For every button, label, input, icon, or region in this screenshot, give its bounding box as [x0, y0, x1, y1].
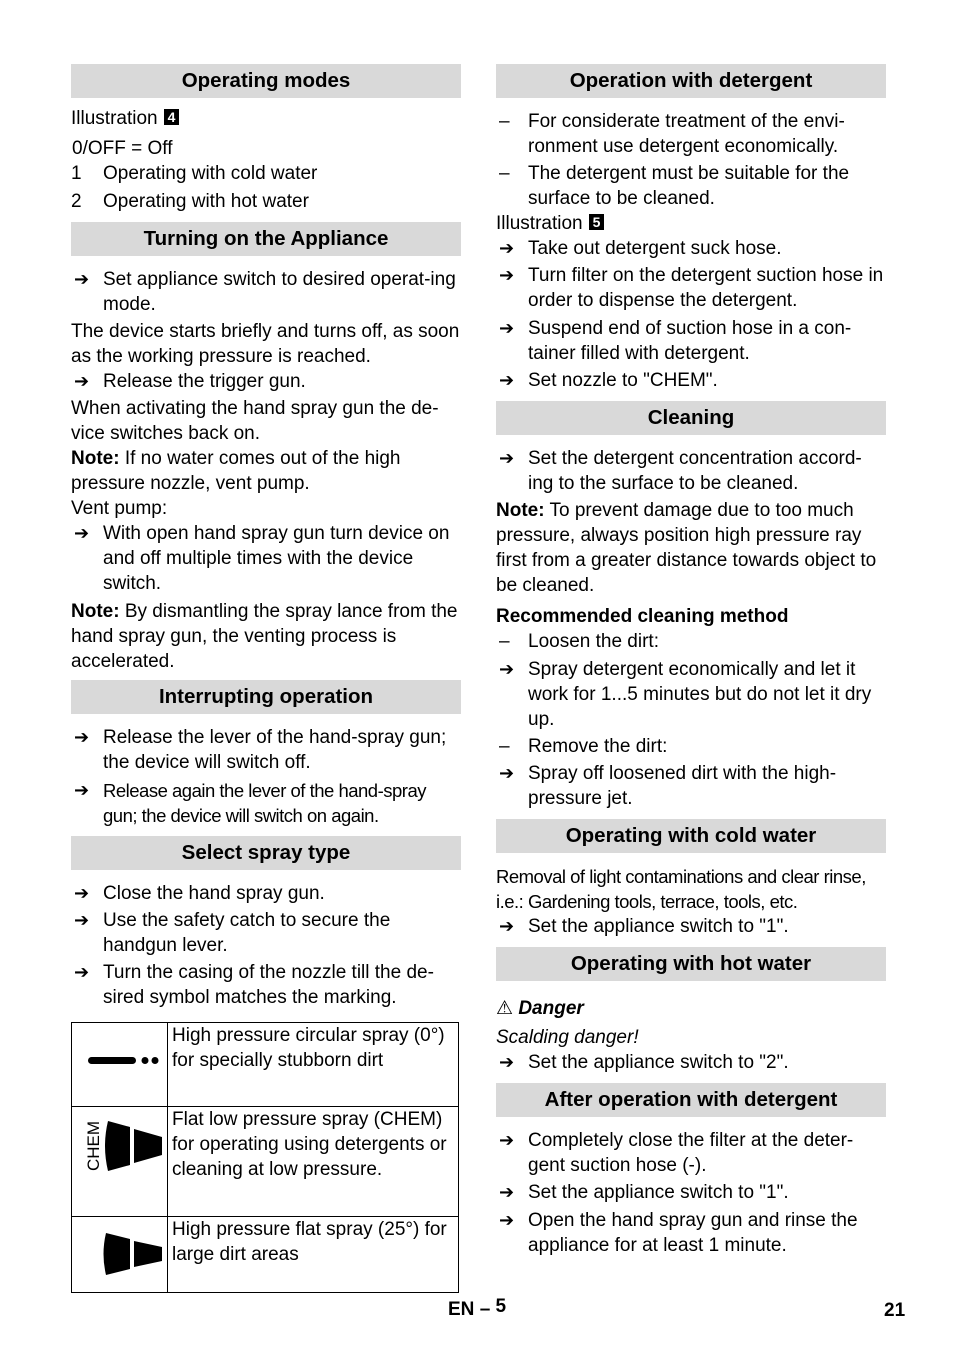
- arrow-icon: ➔: [74, 883, 90, 903]
- section-heading-select-spray: Select spray type: [71, 836, 461, 870]
- vent-pump-label: Vent pump:: [71, 498, 168, 519]
- illustration-ref: [496, 211, 886, 236]
- instruction-step: [496, 657, 886, 732]
- dash-item: [496, 629, 886, 654]
- arrow-icon: ➔: [499, 916, 515, 936]
- step-text: Close the hand spray gun.: [103, 883, 325, 904]
- instruction-step: [496, 263, 886, 313]
- mode-item-number: 1: [71, 163, 82, 184]
- chem-icon-label: CHEM: [84, 1120, 103, 1171]
- step-text: Release again the lever of the hand-spray gun; the device will switch on again.: [103, 780, 426, 826]
- table-row: [72, 1023, 459, 1107]
- instruction-step: [496, 368, 886, 393]
- instruction-step: [71, 725, 461, 775]
- arrow-icon: ➔: [74, 269, 90, 289]
- step-text: Completely close the filter at the deter-gent suction hose (-).: [528, 1130, 854, 1176]
- instruction-step: [496, 914, 886, 939]
- arrow-icon: ➔: [499, 265, 515, 285]
- step-text: Set appliance switch to desired operat-ing mode.: [103, 269, 456, 315]
- section-heading-hot-water: Operating with hot water: [496, 947, 886, 981]
- step-text: Release the trigger gun.: [103, 371, 306, 392]
- section-heading-after-detergent: After operation with detergent: [496, 1083, 886, 1117]
- dash-bullet: –: [499, 736, 510, 757]
- instruction-step: [71, 267, 461, 317]
- table-row: [72, 1217, 459, 1293]
- instruction-step: [71, 908, 461, 958]
- dash-bullet: –: [499, 111, 510, 132]
- arrow-icon: ➔: [74, 962, 90, 982]
- arrow-icon: ➔: [499, 1052, 515, 1072]
- arrow-icon: ➔: [499, 659, 515, 679]
- step-text: Open the hand spray gun and rinse the appliance for at least 1 minute.: [528, 1210, 858, 1256]
- danger-line: [496, 996, 886, 1021]
- section-heading-detergent: Operation with detergent: [496, 64, 886, 98]
- step-text: Set the appliance switch to "1".: [528, 1182, 789, 1203]
- section-heading-cold-water: Operating with cold water: [496, 819, 886, 853]
- arrow-icon: ➔: [499, 1182, 515, 1202]
- note-paragraph: [496, 498, 886, 598]
- arrow-icon: ➔: [74, 727, 90, 747]
- dash-item: [496, 734, 886, 759]
- chem-flat-spray-icon: [72, 1107, 168, 1217]
- dash-bullet: –: [499, 631, 510, 652]
- note-text: If no water comes out of the high pressure nozzle, vent pump.: [71, 448, 401, 494]
- instruction-step: [71, 369, 461, 394]
- dash-text: Loosen the dirt:: [528, 631, 659, 652]
- mode-item: [71, 161, 461, 186]
- dash-text: Remove the dirt:: [528, 736, 668, 757]
- note-paragraph: [71, 446, 461, 496]
- spray-description: High pressure flat spray (25°) for large dirt areas: [168, 1217, 459, 1293]
- dash-text: The detergent must be suitable for the surface to be cleaned.: [528, 163, 850, 209]
- dash-item: [496, 161, 886, 211]
- section-heading-interrupting: Interrupting operation: [71, 680, 461, 714]
- right-column: [496, 64, 886, 1258]
- spray-description: High pressure circular spray (0°) for specially stubborn dirt: [168, 1023, 459, 1107]
- instruction-step: [71, 778, 461, 828]
- illustration-ref: [71, 106, 461, 131]
- paragraph: Removal of light contaminations and clear rinse, i.e.: Gardening tools, terrace, tools, etc.: [496, 866, 866, 912]
- section-heading-cleaning: Cleaning: [496, 401, 886, 435]
- step-text: Set the appliance switch to "2".: [528, 1052, 789, 1073]
- step-text: Spray detergent economically and let it work for 1...5 minutes but do not let it dry up.: [528, 659, 872, 730]
- mode-item-text: Operating with cold water: [103, 163, 318, 184]
- step-text: Set nozzle to "CHEM".: [528, 370, 718, 391]
- circular-spray-icon: [72, 1023, 168, 1107]
- subheading: Recommended cleaning method: [496, 606, 789, 627]
- footer-sep: –: [479, 1299, 491, 1320]
- arrow-icon: ➔: [499, 1130, 515, 1150]
- instruction-step: [496, 1050, 886, 1075]
- instruction-step: [496, 236, 886, 261]
- step-text: Turn the casing of the nozzle till the de-sired symbol matches the marking.: [103, 962, 434, 1008]
- step-text: Turn filter on the detergent suction hose in order to dispense the detergent.: [528, 265, 884, 311]
- arrow-icon: ➔: [499, 238, 515, 258]
- off-mode-line: 0/OFF = Off: [72, 138, 173, 159]
- illustration-label: Illustration: [496, 213, 583, 234]
- note-label: Note:: [496, 500, 545, 521]
- instruction-step: [496, 1180, 886, 1205]
- warning-icon: ⚠: [496, 998, 514, 1019]
- instruction-step: [496, 446, 886, 496]
- step-text: Release the lever of the hand-spray gun; the device will switch off.: [103, 727, 447, 773]
- arrow-icon: ➔: [74, 910, 90, 930]
- dash-bullet: –: [499, 163, 510, 184]
- arrow-icon: ➔: [74, 780, 89, 800]
- mode-item-number: 2: [71, 191, 82, 212]
- note-label: Note:: [71, 601, 120, 622]
- illustration-number-badge: 5: [589, 214, 605, 230]
- paragraph: When activating the hand spray gun the de-vice switches back on.: [71, 398, 439, 444]
- instruction-step: [496, 316, 886, 366]
- note-text: By dismantling the spray lance from the hand spray gun, the venting process is accelerated.: [71, 601, 458, 672]
- footer-page-number: 21: [884, 1300, 906, 1321]
- instruction-step: [71, 521, 461, 596]
- mode-item: [71, 189, 461, 214]
- instruction-step: [496, 1208, 886, 1258]
- note-label: Note:: [71, 448, 120, 469]
- paragraph: The device starts briefly and turns off, as soon as the working pressure is reached.: [71, 321, 460, 367]
- step-text: Take out detergent suck hose.: [528, 238, 782, 259]
- section-heading-operating-modes: Operating modes: [71, 64, 461, 98]
- footer-language-page: [448, 1297, 506, 1322]
- arrow-icon: ➔: [499, 1210, 515, 1230]
- step-text: Set the appliance switch to "1".: [528, 916, 789, 937]
- left-column: [71, 64, 461, 1293]
- footer-sub-page: 5: [495, 1296, 507, 1317]
- arrow-icon: ➔: [74, 371, 90, 391]
- note-paragraph: [71, 599, 461, 674]
- step-text: Use the safety catch to secure the handgun lever.: [103, 910, 391, 956]
- step-text: Suspend end of suction hose in a con-tainer filled with detergent.: [528, 318, 852, 364]
- note-text: To prevent damage due to too much pressure, always position high pressure ray first from a greater distance towards object to be cleaned.: [496, 500, 877, 596]
- dash-text: For considerate treatment of the envi-ronment use detergent economically.: [528, 111, 845, 157]
- step-text: Spray off loosened dirt with the high-pressure jet.: [528, 763, 837, 809]
- mode-item-text: Operating with hot water: [103, 191, 309, 212]
- dash-item: [496, 109, 886, 159]
- danger-label: Danger: [518, 998, 584, 1019]
- instruction-step: [496, 761, 886, 811]
- arrow-icon: ➔: [74, 523, 90, 543]
- instruction-step: [496, 1128, 886, 1178]
- arrow-icon: ➔: [499, 370, 515, 390]
- instruction-step: [71, 881, 461, 906]
- instruction-step: [71, 960, 461, 1010]
- arrow-icon: ➔: [499, 763, 515, 783]
- flat-spray-icon: [72, 1217, 168, 1293]
- section-heading-turning-on: Turning on the Appliance: [71, 222, 461, 256]
- spray-description: Flat low pressure spray (CHEM) for operating using detergents or cleaning at low pressure.: [168, 1107, 459, 1217]
- spray-type-table: [71, 1022, 459, 1293]
- footer-lang: EN: [448, 1299, 475, 1320]
- step-text: Set the detergent concentration accord-ing to the surface to be cleaned.: [528, 448, 862, 494]
- illustration-number-badge: 4: [164, 109, 180, 125]
- table-row: [72, 1107, 459, 1217]
- arrow-icon: ➔: [499, 318, 515, 338]
- step-text: With open hand spray gun turn device on and off multiple times with the device switch.: [103, 523, 450, 594]
- illustration-label: Illustration: [71, 108, 158, 129]
- danger-text: Scalding danger!: [496, 1027, 639, 1048]
- arrow-icon: ➔: [499, 448, 515, 468]
